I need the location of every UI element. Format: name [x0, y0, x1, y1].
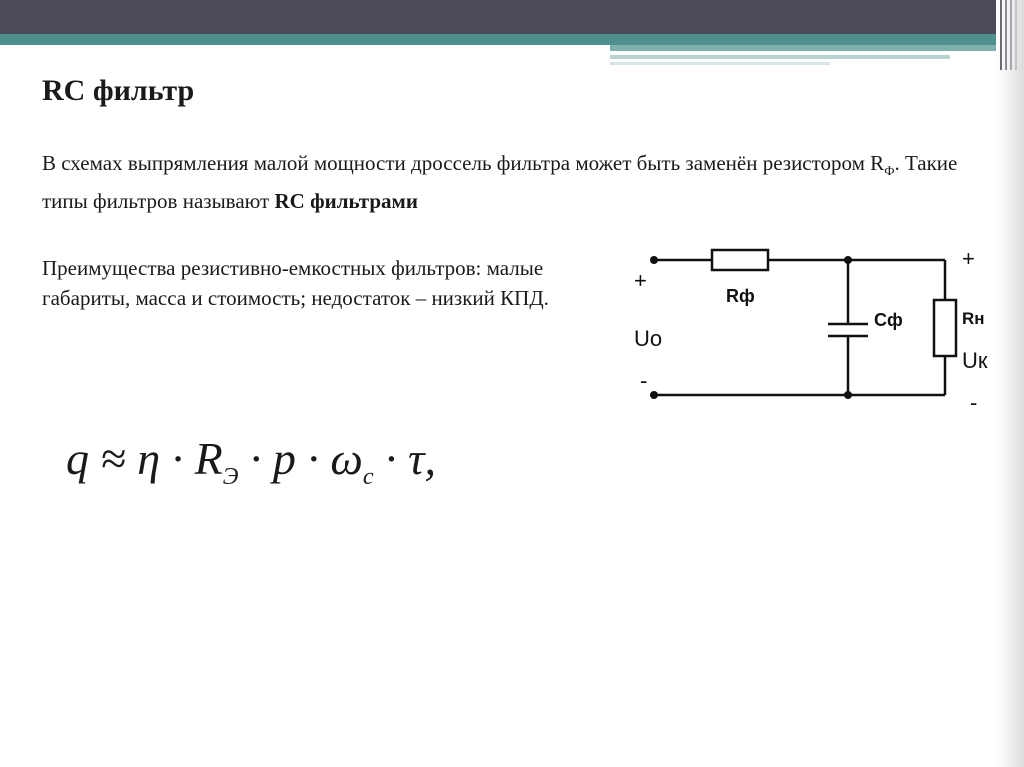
- terminal-input-top: [650, 256, 658, 264]
- input-minus-label: -: [640, 368, 648, 393]
- page-edge-stripe: [1000, 0, 1002, 70]
- formula-comma: ,: [424, 433, 437, 484]
- page-edge-stripe: [1005, 0, 1007, 70]
- formula-approx: ≈: [89, 433, 138, 484]
- slide-title: RC фильтр: [42, 74, 195, 107]
- filter-resistor-label: Rф: [726, 286, 755, 306]
- formula-dot: ·: [238, 433, 273, 484]
- load-resistor-label: Rн: [962, 309, 985, 328]
- formula-dot: ·: [160, 433, 195, 484]
- formula-R: R: [194, 433, 223, 484]
- node-top: [844, 256, 852, 264]
- header-accent-line: [610, 62, 830, 65]
- rc-filter-circuit: [620, 240, 1000, 440]
- formula-dot: ·: [373, 433, 409, 484]
- formula-omega: ω: [330, 433, 363, 484]
- output-voltage-label: Uк: [962, 348, 988, 373]
- node-bottom: [844, 391, 852, 399]
- header-accent-line: [610, 45, 1024, 51]
- formula-q: q: [66, 433, 89, 484]
- intro-text-cont: . Такие типы фильтров называют: [42, 151, 958, 214]
- intro-text: В схемах выпрямления малой мощности дроссель фильтра может быть заменён резистором R: [42, 151, 885, 175]
- input-voltage-label: Uo: [634, 326, 663, 351]
- load-resistor: [934, 300, 956, 356]
- slide-header-bar: [0, 0, 1024, 34]
- formula-dot: ·: [295, 433, 331, 484]
- intro-paragraph: [42, 148, 962, 216]
- resistor-subscript: Ф: [884, 163, 895, 179]
- header-accent-line: [610, 55, 950, 59]
- ripple-formula: [66, 432, 436, 491]
- filter-resistor: [712, 250, 768, 270]
- advantages-paragraph: Преимущества резистивно-емкостных фильтров: малые габариты, масса и стоимость; недостаток – низкий КПД.: [42, 256, 549, 310]
- filter-capacitor-label: Cф: [874, 310, 903, 330]
- formula-p: p: [272, 433, 296, 484]
- formula-R-subscript: Э: [222, 464, 239, 491]
- terminal-input-bottom: [650, 391, 658, 399]
- header-accent-band: [0, 34, 1024, 45]
- page-edge-stripe: [1010, 0, 1012, 70]
- formula-tau: τ: [408, 433, 425, 484]
- input-plus-label: +: [634, 268, 647, 293]
- formula-omega-subscript: c: [362, 464, 374, 491]
- intro-bold-term: RC фильтрами: [274, 189, 418, 214]
- formula-eta: η: [137, 433, 161, 484]
- output-plus-label: +: [962, 246, 975, 271]
- page-edge-stripe: [1015, 0, 1017, 70]
- output-minus-label: -: [970, 390, 978, 415]
- slide-page-edge: [996, 0, 1024, 767]
